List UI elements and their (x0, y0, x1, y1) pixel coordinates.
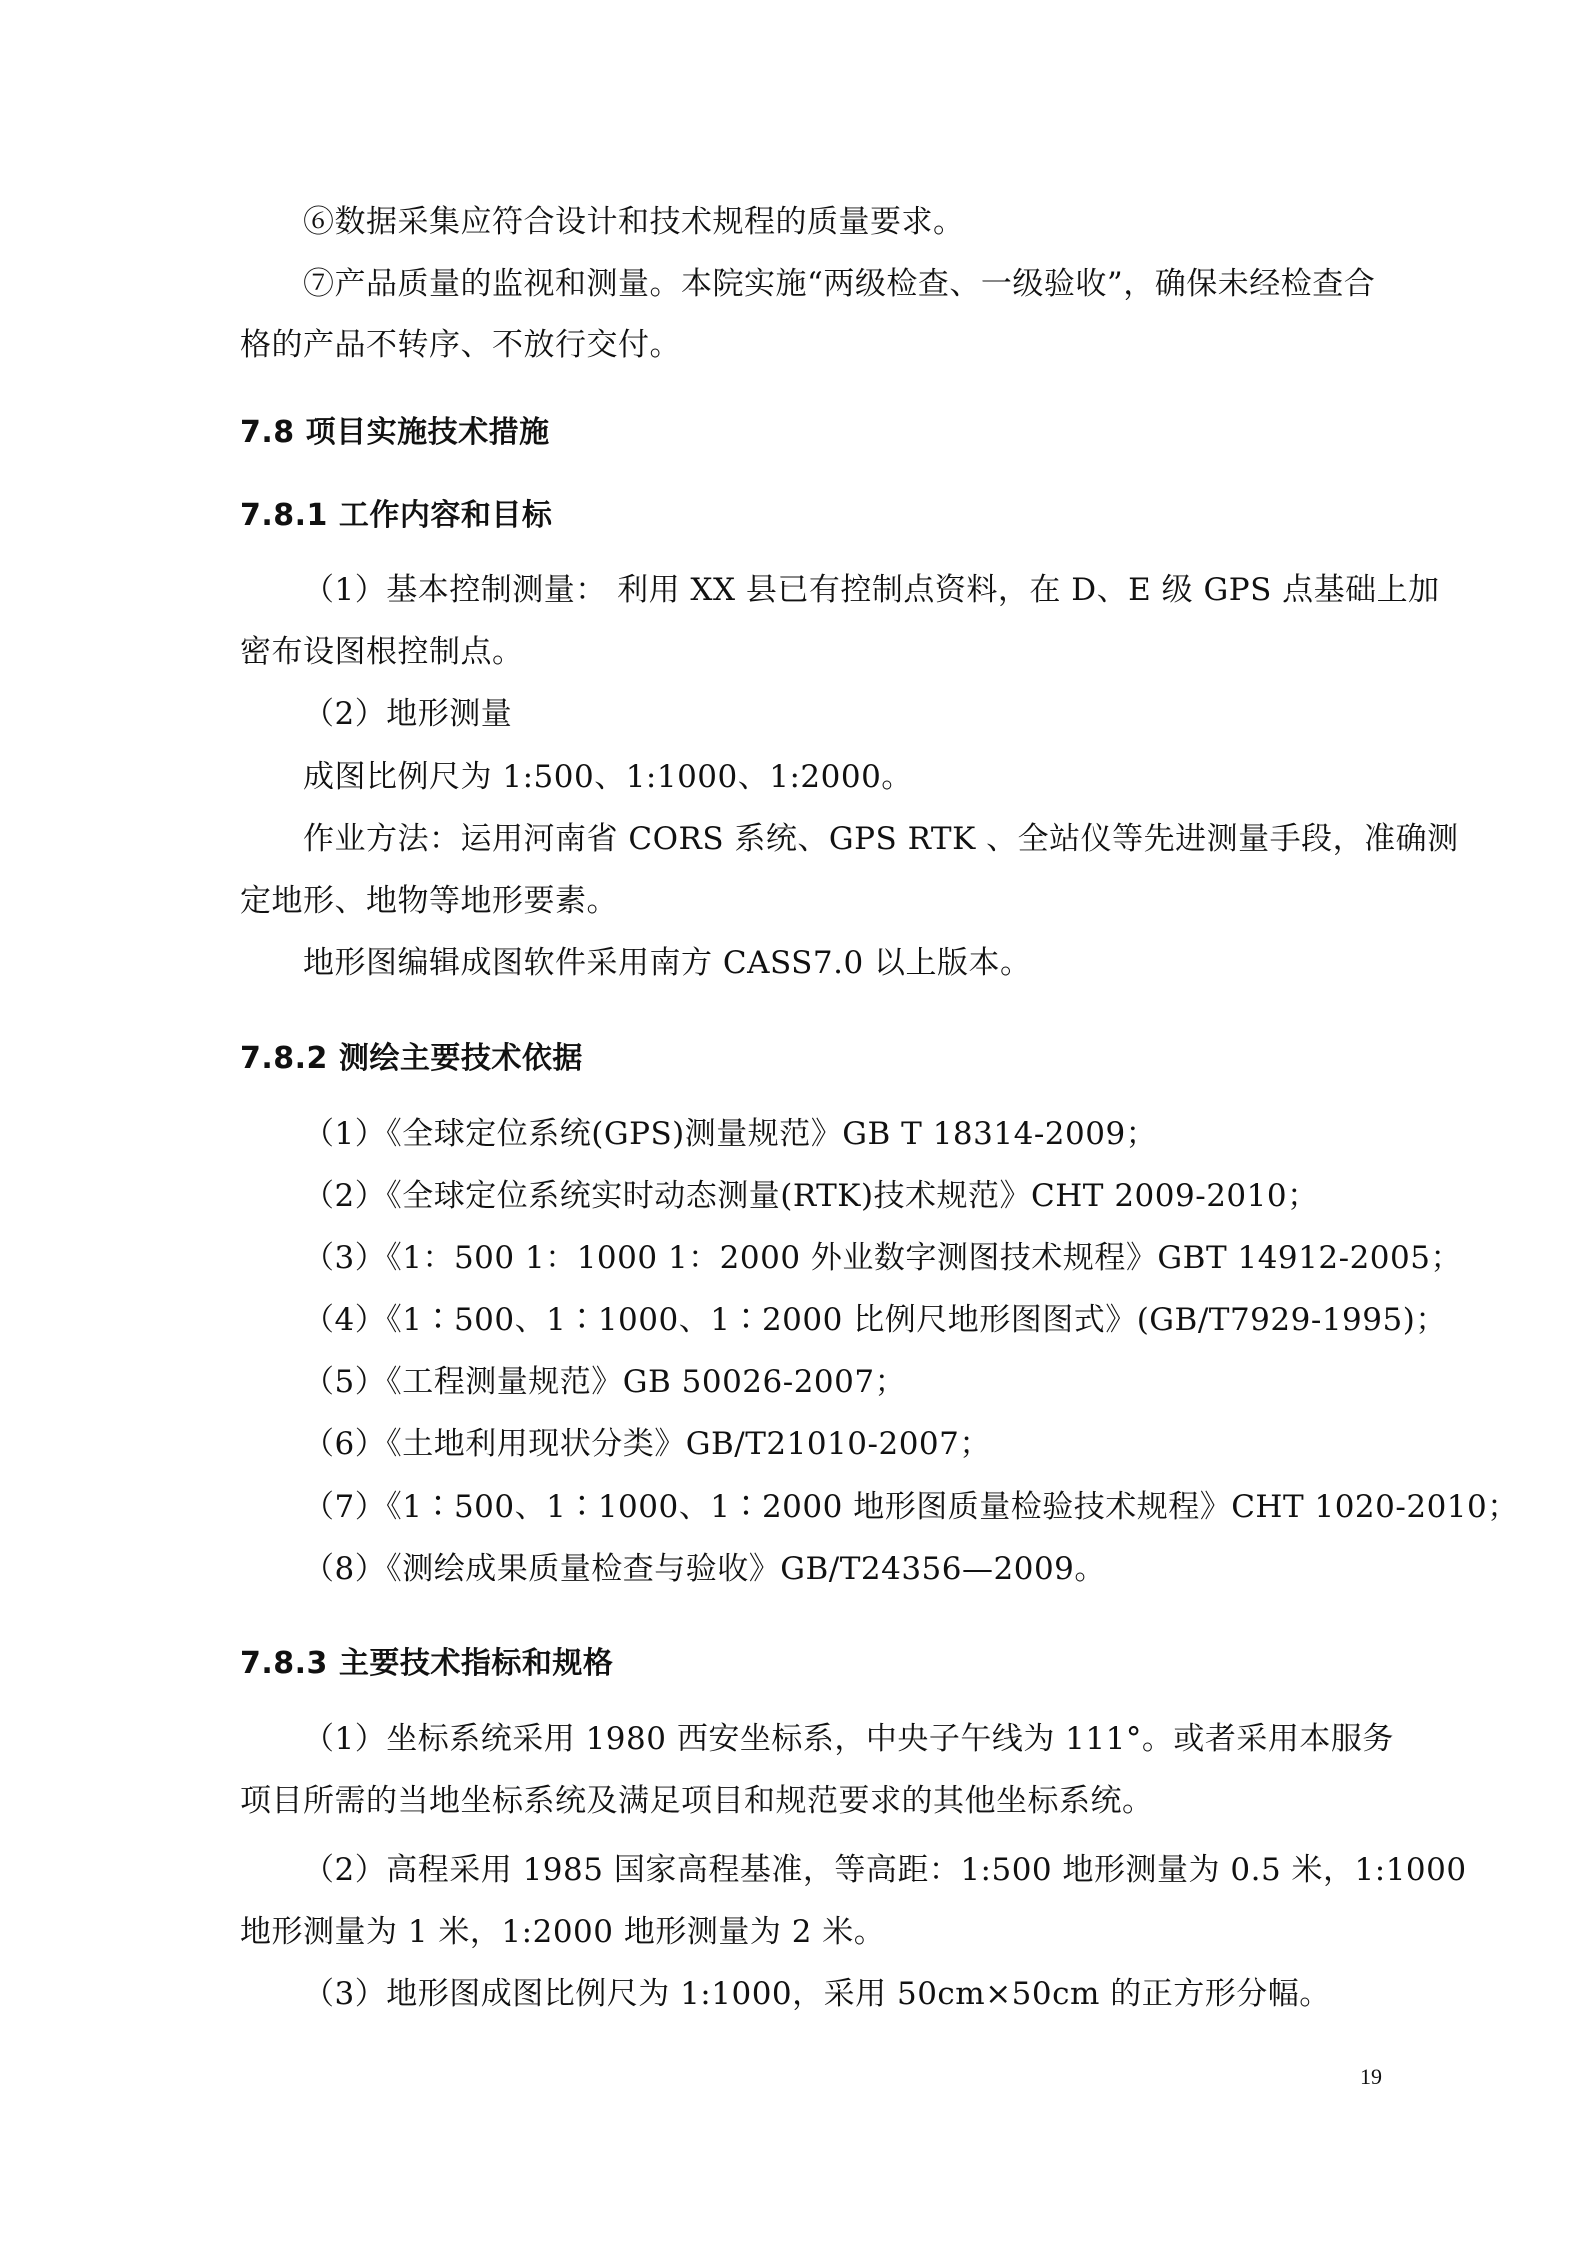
reference-item: （2）《全球定位系统实时动态测量(RTK)技术规范》CHT 2009-2010； (303, 1178, 1319, 1214)
reference-item: （1）《全球定位系统(GPS)测量规范》GB T 18314-2009； (303, 1116, 1158, 1152)
paragraph-line: ⑥数据采集应符合设计和技术规程的质量要求。 (303, 204, 965, 240)
paragraph-line: 地形图编辑成图软件采用南方 CASS7.0 以上版本。 (303, 945, 1032, 981)
reference-item: （3）《1：500 1：1000 1：2000 外业数字测图技术规程》GBT 14912-2005； (303, 1240, 1462, 1276)
paragraph-line: 项目所需的当地坐标系统及满足项目和规范要求的其他坐标系统。 (240, 1783, 1154, 1819)
paragraph-line: ⑦产品质量的监视和测量。本院实施“两级检查、一级验收”，确保未经检查合 (303, 266, 1376, 302)
paragraph-line: 格的产品不转序、不放行交付。 (240, 327, 681, 363)
reference-item: （7）《1∶500、1∶1000、1∶2000 地形图质量检验技术规程》CHT 1020-2010； (303, 1489, 1519, 1525)
paragraph-line: 成图比例尺为 1:500、1:1000、1:2000。 (303, 759, 913, 795)
subsection-heading: 7.8.2 测绘主要技术依据 (240, 1041, 583, 1076)
subsection-heading: 7.8.3 主要技术指标和规格 (240, 1646, 614, 1681)
subsection-heading: 7.8.1 工作内容和目标 (240, 498, 553, 533)
section-heading: 7.8 项目实施技术措施 (240, 415, 550, 450)
reference-item: （5）《工程测量规范》GB 50026-2007； (303, 1364, 907, 1400)
reference-item: （4）《1∶500、1∶1000、1∶2000 比例尺地形图图式》(GB/T7929-1995)； (303, 1302, 1447, 1338)
paragraph-line: （2）高程采用 1985 国家高程基准，等高距：1:500 地形测量为 0.5 米，1:1000 (303, 1852, 1467, 1888)
reference-item: （6）《土地利用现状分类》GB/T21010-2007； (303, 1426, 991, 1462)
paragraph-line: 定地形、地物等地形要素。 (240, 883, 618, 919)
paragraph-line: （3）地形图成图比例尺为 1:1000，采用 50cm×50cm 的正方形分幅。 (303, 1976, 1331, 2012)
paragraph-line: 作业方法：运用河南省 CORS 系统、GPS RTK 、全站仪等先进测量手段，准确测 (303, 821, 1459, 857)
page-number: 19 (1360, 2064, 1382, 2089)
paragraph-line: 密布设图根控制点。 (240, 634, 524, 670)
paragraph-line: （2）地形测量 (303, 696, 513, 732)
paragraph-line: （1）基本控制测量： 利用 XX 县已有控制点资料，在 D、E 级 GPS 点基础上加 (303, 572, 1440, 608)
paragraph-line: （1）坐标系统采用 1980 西安坐标系，中央子午线为 111°。或者采用本服务 (303, 1721, 1394, 1757)
paragraph-line: 地形测量为 1 米，1:2000 地形测量为 2 米。 (240, 1914, 886, 1950)
reference-item: （8）《测绘成果质量检查与验收》GB/T24356—2009。 (303, 1551, 1106, 1587)
